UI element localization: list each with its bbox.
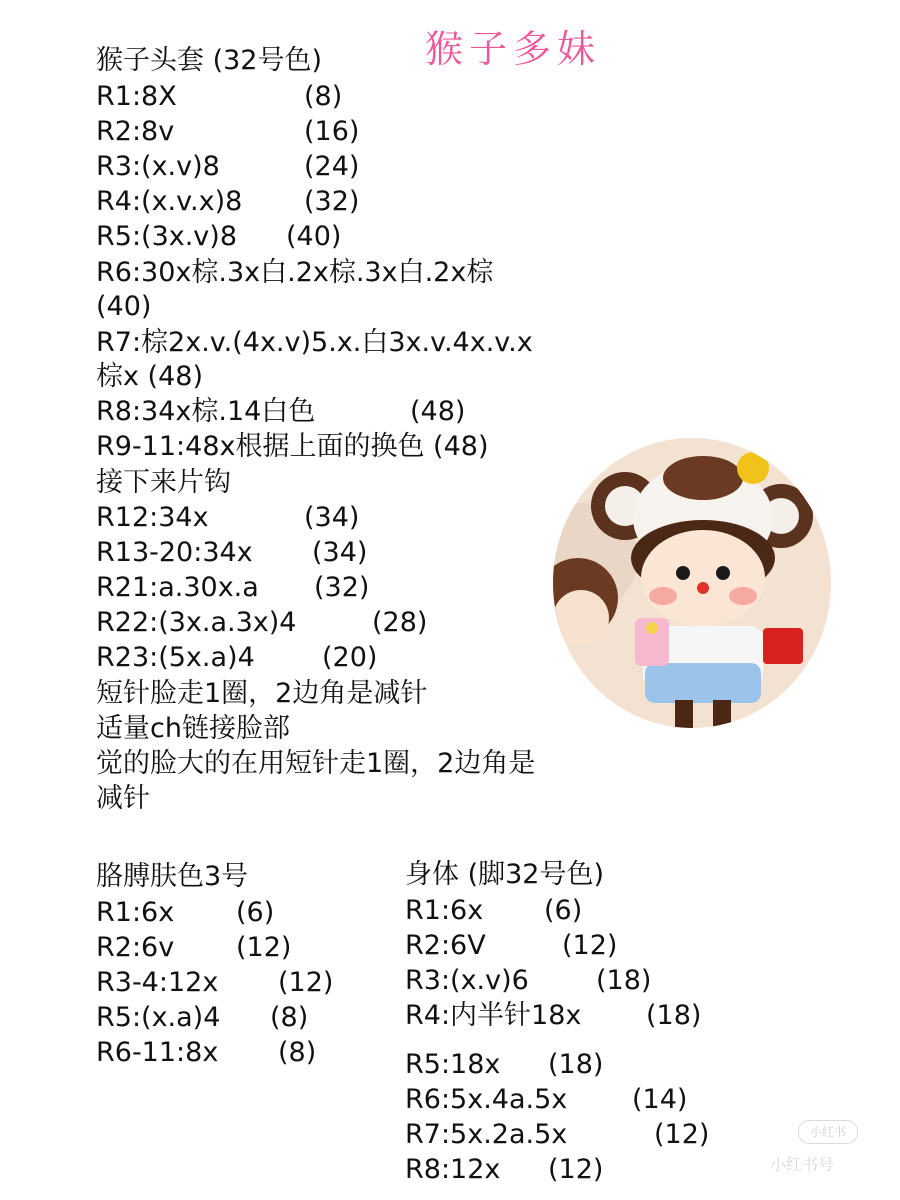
crochet-doll-photo xyxy=(553,438,831,728)
arm-row-2-count: (12) xyxy=(236,932,292,963)
head-row-14-count: (34) xyxy=(312,537,368,568)
body-row-2: R2:6V xyxy=(405,930,486,961)
body-row-1: R1:6x xyxy=(405,895,484,926)
body-row-3: R3:(x.v)6 xyxy=(405,965,529,996)
head-row-5: R5:(3x.v)8 xyxy=(96,221,237,252)
head-row-15-count: (32) xyxy=(314,572,370,603)
head-row-20: 觉的脸大的在用短针走1圈，2边角是 xyxy=(96,748,536,779)
head-row-2: R2:8v xyxy=(96,116,175,147)
watermark-badge: 小红书 xyxy=(798,1120,858,1144)
head-row-12: 接下来片钩 xyxy=(96,467,231,498)
head-row-15: R21:a.30x.a xyxy=(96,572,259,603)
arm-row-5-count: (8) xyxy=(278,1037,317,1068)
body-row-7: R7:5x.2a.5x xyxy=(405,1119,568,1150)
arm-row-4: R5:(x.a)4 xyxy=(96,1002,221,1033)
head-row-11: R9-11:48x根据上面的换色 (48) xyxy=(96,431,489,462)
body-row-5-count: (18) xyxy=(548,1049,604,1080)
head-row-4: R4:(x.v.x)8 xyxy=(96,186,243,217)
arm-row-5: R6-11:8x xyxy=(96,1037,219,1068)
head-row-3-count: (24) xyxy=(304,151,360,182)
head-row-17: R23:(5x.a)4 xyxy=(96,642,255,673)
body-row-2-count: (12) xyxy=(562,930,618,961)
watermark-text: 小红书号 xyxy=(770,1155,835,1174)
arm-row-1-count: (6) xyxy=(236,897,275,928)
head-row-9: 棕x (48) xyxy=(96,361,203,392)
body-heading: 身体 (脚32号色) xyxy=(405,859,605,890)
head-row-3: R3:(x.v)8 xyxy=(96,151,220,182)
arm-row-3-count: (12) xyxy=(278,967,334,998)
head-row-1-count: (8) xyxy=(304,81,343,112)
body-row-8-count: (12) xyxy=(548,1154,604,1185)
head-row-2-count: (16) xyxy=(304,116,360,147)
arm-row-3: R3-4:12x xyxy=(96,967,219,998)
body-row-4-count: (18) xyxy=(646,1000,702,1031)
head-row-13-count: (34) xyxy=(304,502,360,533)
arm-heading: 胳膊肤色3号 xyxy=(96,861,249,892)
arm-row-2: R2:6v xyxy=(96,932,175,963)
head-row-8: R7:棕2x.v.(4x.v)5.x.白3x.v.4x.v.x xyxy=(96,327,533,358)
arm-row-4-count: (8) xyxy=(270,1002,309,1033)
body-row-7-count: (12) xyxy=(654,1119,710,1150)
body-row-6-count: (14) xyxy=(632,1084,688,1115)
head-row-14: R13-20:34x xyxy=(96,537,253,568)
body-row-1-count: (6) xyxy=(544,895,583,926)
head-row-19: 适量ch链接脸部 xyxy=(96,713,290,744)
body-row-3-count: (18) xyxy=(596,965,652,996)
monkey-doll-illustration xyxy=(553,438,831,728)
head-row-1: R1:8X xyxy=(96,81,177,112)
head-row-7: (40) xyxy=(96,291,152,322)
body-row-4: R4:内半针18x xyxy=(405,1000,582,1031)
body-row-5: R5:18x xyxy=(405,1049,501,1080)
head-heading: 猴子头套 (32号色) xyxy=(96,45,323,76)
head-row-4-count: (32) xyxy=(304,186,360,217)
head-row-17-count: (20) xyxy=(322,642,378,673)
head-row-16: R22:(3x.a.3x)4 xyxy=(96,607,297,638)
head-row-10: R8:34x棕.14白色 xyxy=(96,396,316,427)
page-title: 猴子多妹 xyxy=(425,27,602,71)
body-row-6: R6:5x.4a.5x xyxy=(405,1084,568,1115)
body-row-8: R8:12x xyxy=(405,1154,501,1185)
head-row-10-count: (48) xyxy=(410,396,466,427)
arm-row-1: R1:6x xyxy=(96,897,175,928)
head-row-16-count: (28) xyxy=(372,607,428,638)
head-row-21: 减针 xyxy=(96,783,150,814)
head-row-13: R12:34x xyxy=(96,502,209,533)
head-row-5-count: (40) xyxy=(286,221,342,252)
head-row-6: R6:30x棕.3x白.2x棕.3x白.2x棕 xyxy=(96,257,494,288)
head-row-18: 短针脸走1圈，2边角是减针 xyxy=(96,678,428,709)
